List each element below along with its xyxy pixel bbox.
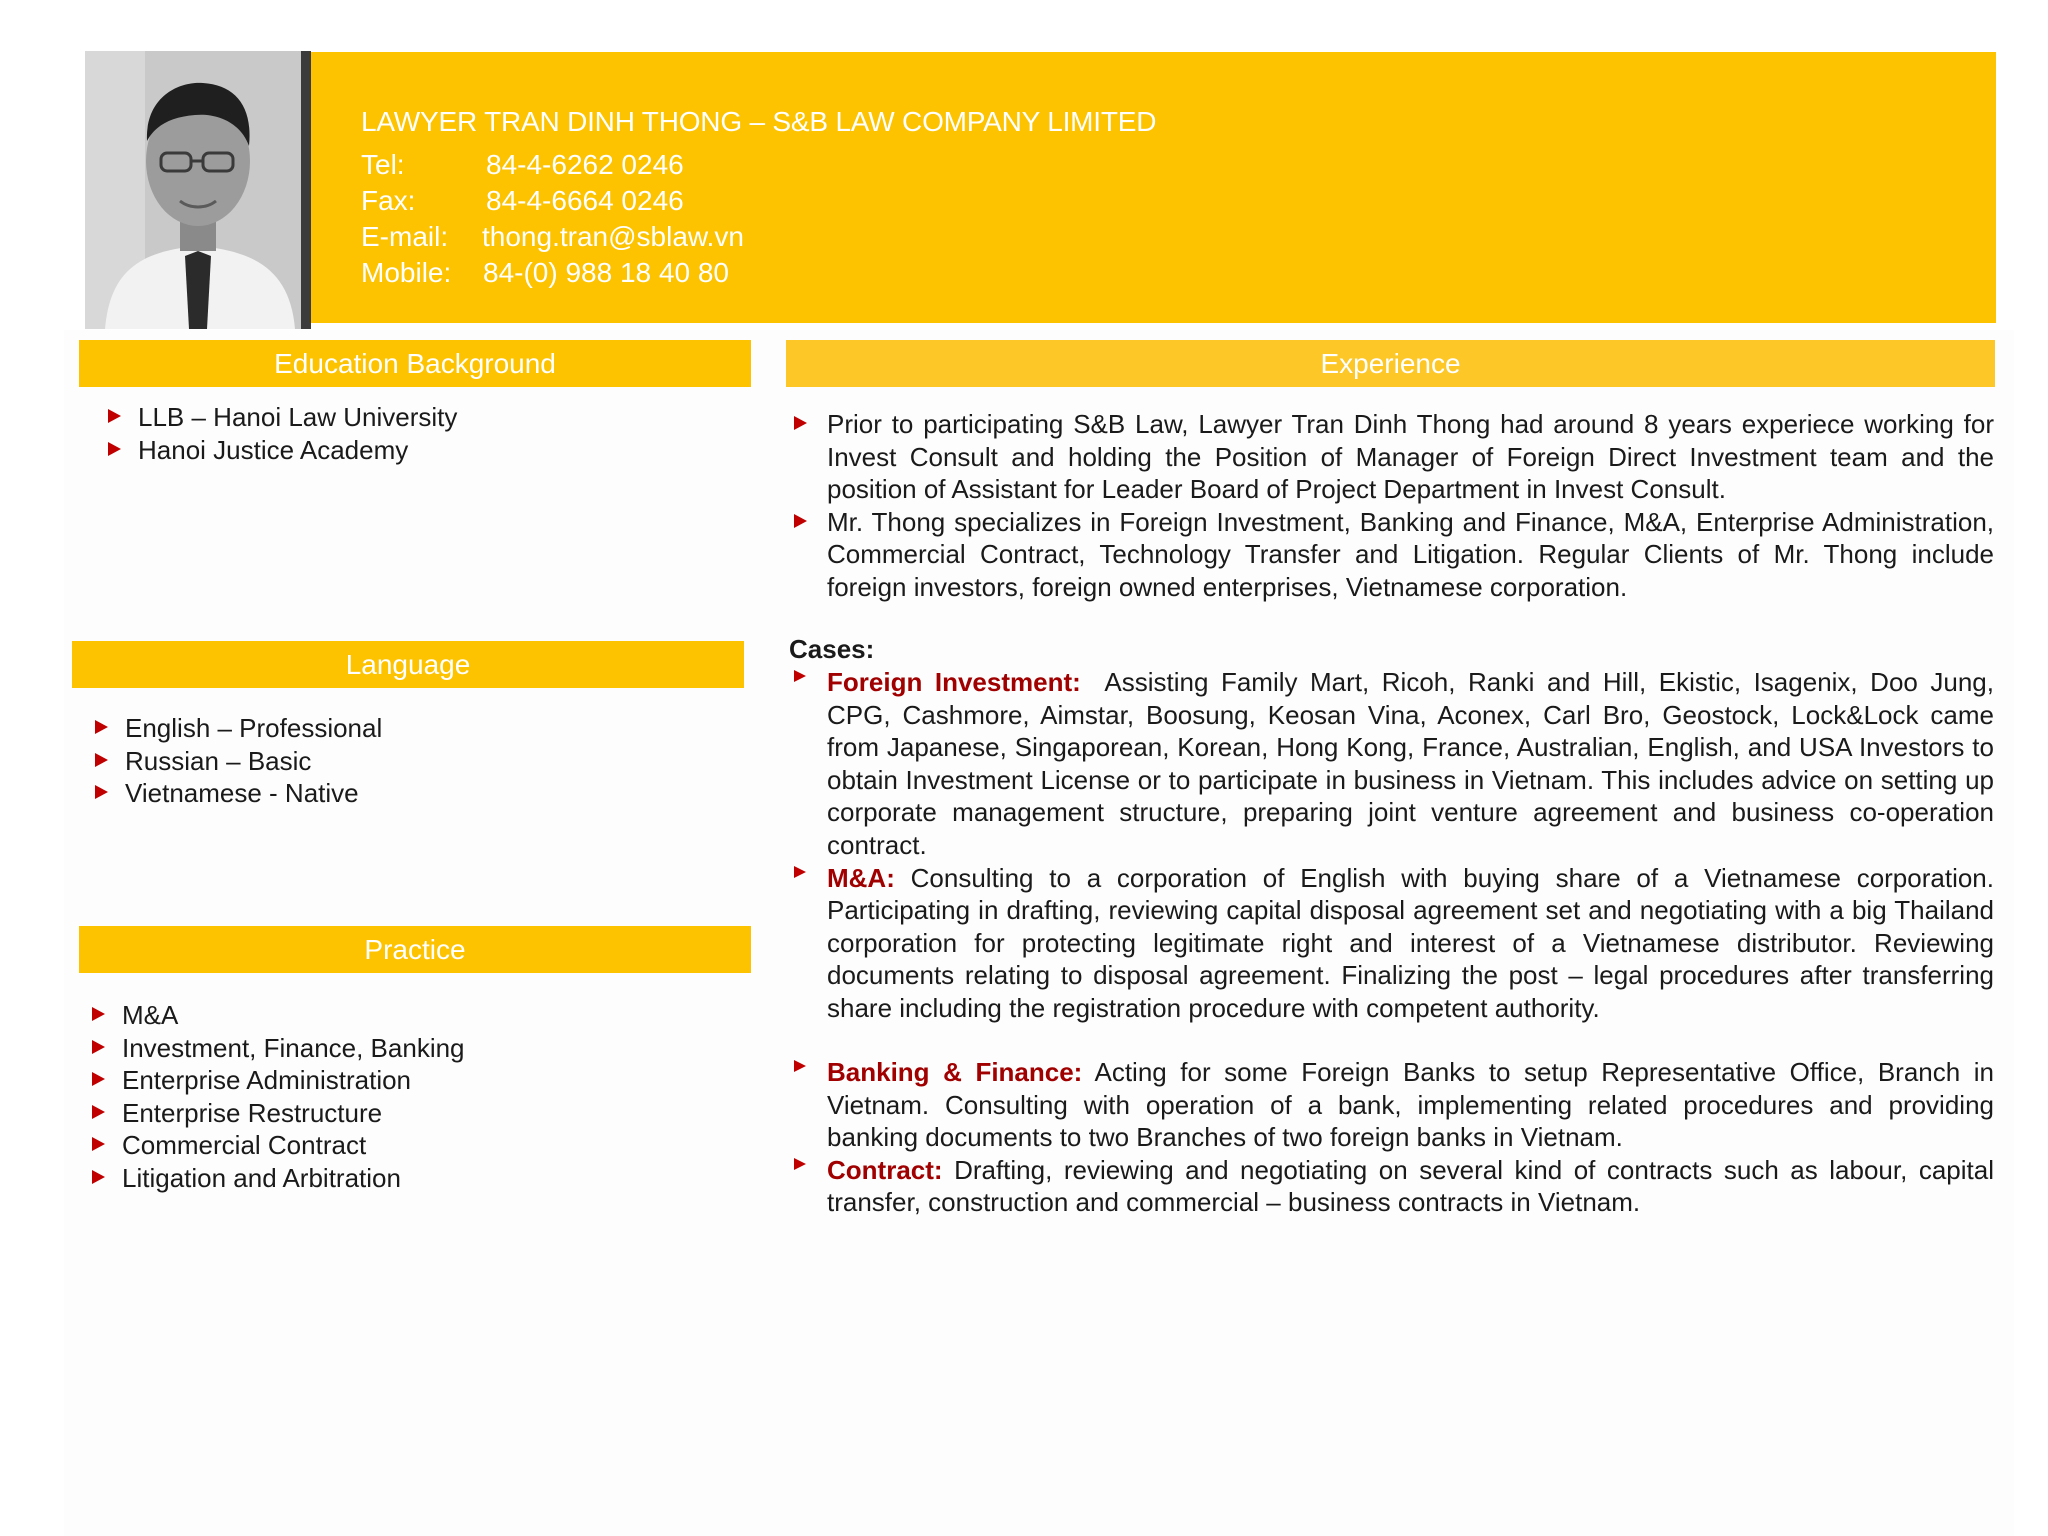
lawyer-title: LAWYER TRAN DINH THONG – S&B LAW COMPANY LIMITED xyxy=(361,106,1157,137)
case-label: Contract: xyxy=(827,1154,943,1185)
contact-fax xyxy=(361,183,1156,219)
bullet-triangle-icon xyxy=(92,1007,105,1021)
bullet-triangle-icon xyxy=(794,866,806,878)
case-text: Consulting to a corporation of English with buying share of a Vietnamese corporation. Participating in drafting, reviewing capital disposal agreement set and negotiating with a big Thailand corporation for protecting legitimate right and interest of a Vietnamese distributor. Reviewing documents relating to disposal agreement. Finalizing the post – legal procedures after transferring share including the registration procedure with competent authority. xyxy=(827,862,1994,1023)
contact-value: 84-(0) 988 18 40 80 xyxy=(483,257,729,288)
list-item-text: Enterprise Administration xyxy=(122,1065,412,1096)
list-item-text: Litigation and Arbitration xyxy=(122,1162,401,1193)
language-heading: Language xyxy=(72,641,744,688)
contact-value[interactable]: thong.tran@sblaw.vn xyxy=(482,221,744,252)
case-text: Assisting Family Mart, Ricoh, Ranki and Hill, Ekistic, Isagenix, Doo Jung, CPG, Cashmore, Aimstar, Boosung, Keosan Vina, Aconex, Carl Bro, Geostock, Lock&Lock came from Japanese, Singaporean, Korean, Hong Kong, France, Australian, English, and USA Investors to obtain Investment License or to participate in business in Vietnam. This includes advice on setting up corporate management structure, preparing joint venture agreement and business co-operation contract. xyxy=(827,667,2002,860)
case-label: Banking & Finance: xyxy=(827,1057,1083,1087)
bullet-triangle-icon xyxy=(92,1137,105,1151)
list-item-text: Commercial Contract xyxy=(122,1130,367,1161)
list-item-text: Mr. Thong specializes in Foreign Investment, Banking and Finance, M&A, Enterprise Administration, Commercial Contract, Technology Transfer and Litigation. Regular Clients of Mr. Thong include foreign investors, foreign owned enterprises, Vietnamese corporation. xyxy=(827,506,1994,602)
list-item-text: LLB – Hanoi Law University xyxy=(138,402,458,432)
bullet-triangle-icon xyxy=(794,514,807,528)
list-item xyxy=(88,1032,465,1065)
practice-list xyxy=(88,999,465,1195)
cases-heading: Cases: xyxy=(789,634,875,664)
list-item xyxy=(88,1129,465,1162)
bullet-triangle-icon xyxy=(108,442,121,456)
lawyer-photo xyxy=(85,51,311,329)
case-label: Foreign Investment: xyxy=(827,667,1081,697)
list-item-text: Investment, Finance, Banking xyxy=(122,1032,465,1063)
list-item xyxy=(104,434,457,467)
list-item xyxy=(91,712,382,745)
cases-list-b xyxy=(792,1056,1994,1219)
contact-label: Tel: xyxy=(361,149,405,180)
cases-list-a xyxy=(792,666,2002,1025)
list-item xyxy=(88,1162,465,1195)
bullet-triangle-icon xyxy=(95,785,108,799)
list-item xyxy=(792,506,1994,604)
list-item xyxy=(91,777,382,810)
list-item-text: M&A xyxy=(122,1000,179,1030)
list-item xyxy=(88,999,465,1032)
contact-label: E-mail: xyxy=(361,221,449,252)
list-item xyxy=(88,1097,465,1130)
education-list xyxy=(104,401,457,466)
list-item xyxy=(91,745,382,778)
experience-list xyxy=(792,408,1994,604)
list-item-text: Russian – Basic xyxy=(125,745,312,776)
case-text: Acting for some Foreign Banks to setup Representative Office, Branch in Vietnam. Consulting with operation of a bank, implementing related procedures and providing banking documents to two Branches of two foreign banks in Vietnam. xyxy=(827,1057,1994,1153)
case-label: M&A: xyxy=(827,862,895,893)
list-item-text: English – Professional xyxy=(125,713,383,743)
education-heading: Education Background xyxy=(79,340,751,387)
contact-value: 84-4-6262 0246 xyxy=(486,149,684,180)
experience-heading: Experience xyxy=(786,340,1995,387)
case-item xyxy=(792,862,1994,1025)
case-item xyxy=(792,666,2002,862)
bullet-triangle-icon xyxy=(794,1158,806,1170)
bullet-triangle-icon xyxy=(92,1105,105,1119)
header-info xyxy=(361,105,1156,291)
list-item-text: Vietnamese - Native xyxy=(125,778,359,809)
bullet-triangle-icon xyxy=(92,1170,105,1184)
bullet-triangle-icon xyxy=(794,670,806,682)
list-item-text: Enterprise Restructure xyxy=(122,1097,383,1128)
bullet-triangle-icon xyxy=(95,720,108,734)
bullet-triangle-icon xyxy=(108,409,121,423)
bullet-triangle-icon xyxy=(794,1060,806,1072)
practice-heading: Practice xyxy=(79,926,751,973)
contact-label: Fax: xyxy=(361,185,416,216)
list-item-text: Prior to participating S&B Law, Lawyer Tran Dinh Thong had around 8 years experiece working for Invest Consult and holding the Position of Manager of Foreign Direct Investment team and the position of Assistant for Leader Board of Project Department in Invest Consult. xyxy=(827,409,1994,505)
contact-label: Mobile: xyxy=(361,257,452,288)
bullet-triangle-icon xyxy=(95,753,108,767)
case-item xyxy=(792,1056,1994,1154)
list-item-text: Hanoi Justice Academy xyxy=(138,434,409,465)
contact-mobile xyxy=(361,255,1156,291)
bullet-triangle-icon xyxy=(92,1072,105,1086)
list-item xyxy=(88,1064,465,1097)
contact-tel xyxy=(361,147,1156,183)
list-item xyxy=(104,401,457,434)
contact-email xyxy=(361,219,1156,255)
contact-value: 84-4-6664 0246 xyxy=(486,185,684,216)
case-item xyxy=(792,1154,1994,1219)
bullet-triangle-icon xyxy=(794,416,807,430)
case-text: Drafting, reviewing and negotiating on several kind of contracts such as labour, capital transfer, construction and commercial – business contracts in Vietnam. xyxy=(827,1154,1994,1218)
portrait-image xyxy=(85,51,311,329)
bullet-triangle-icon xyxy=(92,1040,105,1054)
language-list xyxy=(91,712,382,810)
list-item xyxy=(792,408,1994,506)
